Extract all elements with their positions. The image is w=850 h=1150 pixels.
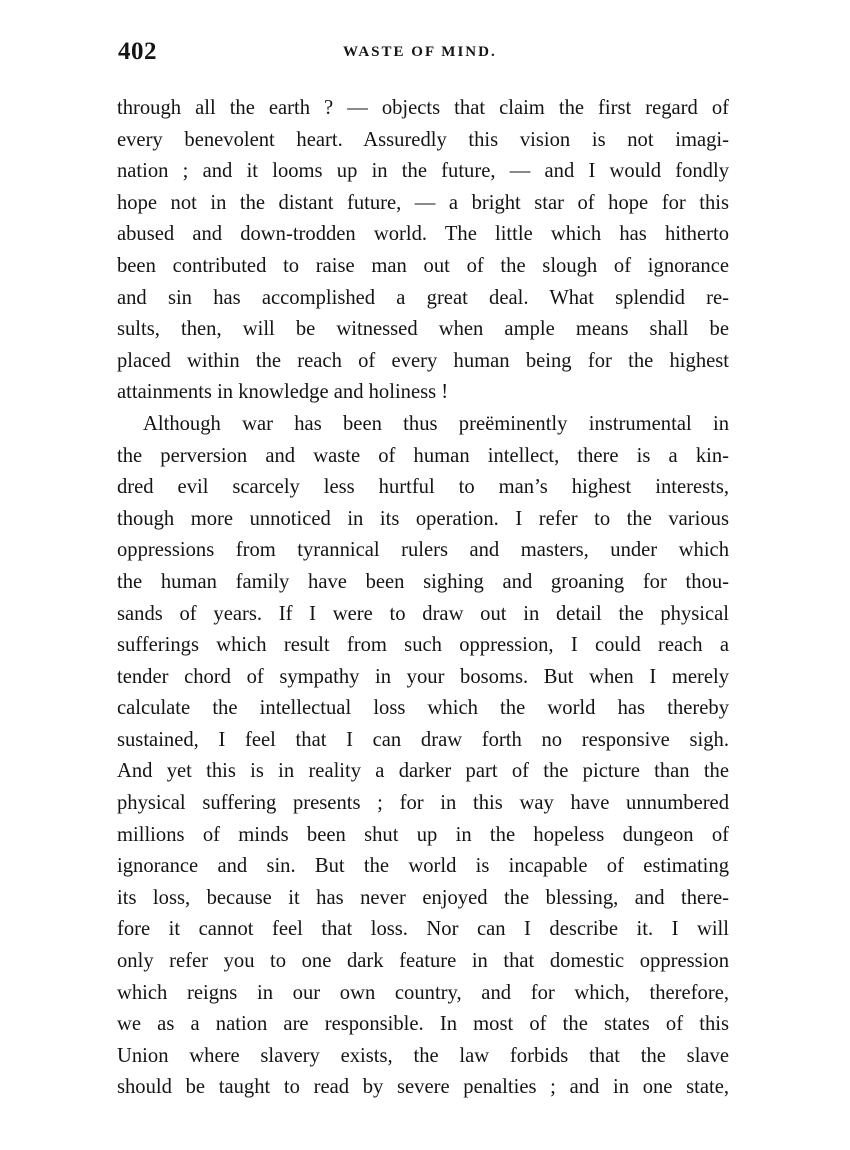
text-line: fore it cannot feel that loss. Nor can I describe it. I will bbox=[117, 918, 729, 941]
text-line: its loss, because it has never enjoyed the blessing, and there- bbox=[117, 886, 729, 909]
text-line: which reigns in our own country, and for which, therefore, bbox=[117, 981, 729, 1004]
text-line: through all the earth ? — objects that claim the first regard of bbox=[117, 97, 729, 119]
text-line: abused and down-trodden world. The little which has hitherto bbox=[117, 223, 729, 246]
text-line: hope not in the distant future, — a bright star of hope for this bbox=[117, 191, 729, 214]
text-line: only refer you to one dark feature in that domestic oppression bbox=[117, 950, 729, 973]
page-number: 402 bbox=[118, 38, 157, 65]
text-line: sands of years. If I were to draw out in detail the physical bbox=[117, 602, 729, 625]
text-line: sustained, I feel that I can draw forth no responsive sigh. bbox=[117, 728, 729, 751]
text-line: And yet this is in reality a darker part of the picture than the bbox=[117, 760, 729, 783]
text-line: calculate the intellectual loss which the world has thereby bbox=[117, 697, 729, 720]
text-line: nation ; and it looms up in the future, — and I would fondly bbox=[117, 160, 729, 183]
running-title: WASTE OF MIND. bbox=[343, 44, 497, 60]
text-line: millions of minds been shut up in the hopeless dungeon of bbox=[117, 823, 729, 846]
text-line: and sin has accomplished a great deal. What splendid re- bbox=[117, 286, 729, 309]
body-text bbox=[117, 93, 729, 1104]
running-head bbox=[118, 38, 730, 68]
text-line: though more unnoticed in its operation. I refer to the various bbox=[117, 507, 729, 530]
text-line: we as a nation are responsible. In most of the states of this bbox=[117, 1013, 729, 1036]
paragraph-last-line: attainments in knowledge and holiness ! bbox=[117, 381, 449, 404]
text-line: physical suffering presents ; for in this way have unnumbered bbox=[117, 792, 729, 815]
text-line: the human family have been sighing and groaning for thou- bbox=[117, 570, 729, 593]
text-line: oppressions from tyrannical rulers and masters, under which bbox=[117, 539, 729, 562]
text-line: sults, then, will be witnessed when ample means shall be bbox=[117, 318, 729, 341]
text-line: been contributed to raise man out of the slough of ignorance bbox=[117, 254, 729, 277]
text-line: tender chord of sympathy in your bosoms. But when I merely bbox=[117, 665, 729, 688]
text-line: should be taught to read by severe penalties ; and in one state, bbox=[117, 1076, 729, 1099]
paragraph-first-line: Although war has been thus preëminently instrumental in bbox=[143, 412, 729, 435]
text-line: sufferings which result from such oppression, I could reach a bbox=[117, 634, 729, 657]
text-line: Union where slavery exists, the law forbids that the slave bbox=[117, 1044, 729, 1067]
text-line: every benevolent heart. Assuredly this vision is not imagi- bbox=[117, 128, 729, 151]
text-line: ignorance and sin. But the world is incapable of estimating bbox=[117, 855, 729, 878]
text-line: dred evil scarcely less hurtful to man’s highest interests, bbox=[117, 476, 729, 499]
text-line: the perversion and waste of human intellect, there is a kin- bbox=[117, 444, 729, 467]
text-line: placed within the reach of every human being for the highest bbox=[117, 349, 729, 372]
